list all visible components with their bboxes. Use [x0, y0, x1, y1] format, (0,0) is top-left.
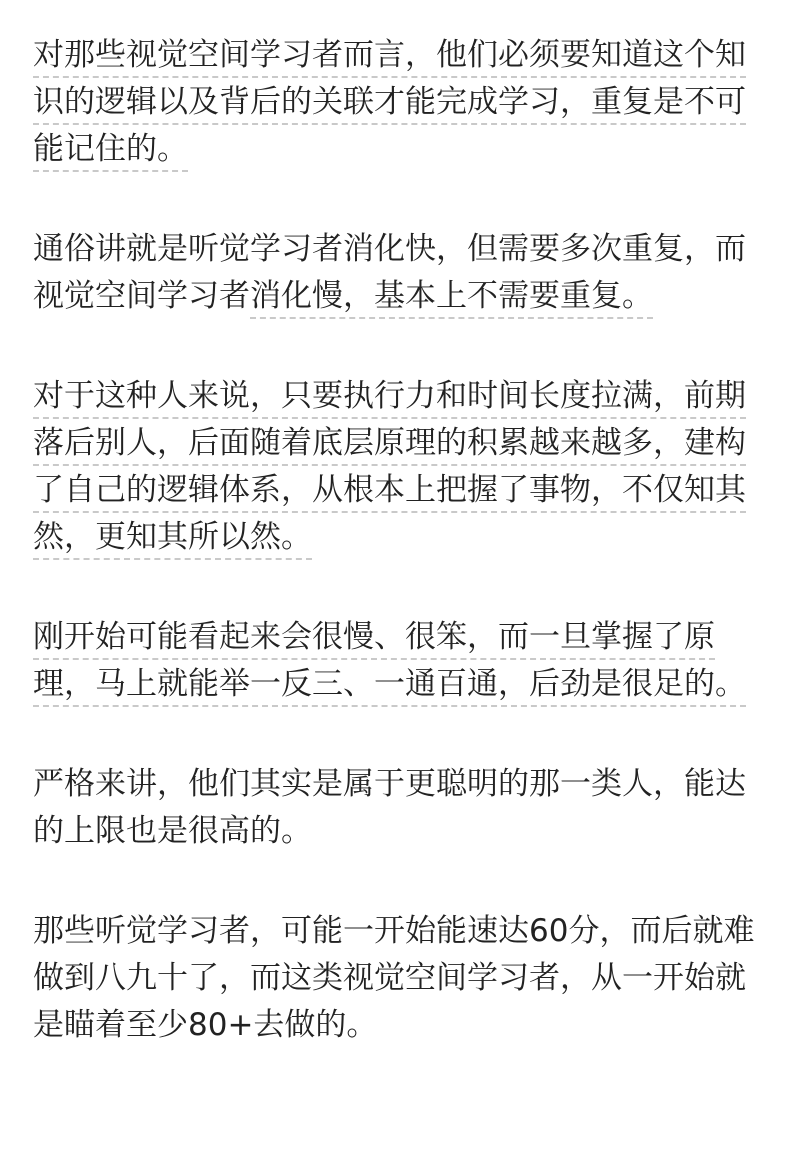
paragraph-5	[33, 761, 773, 855]
paragraph-1	[33, 32, 773, 173]
paragraph-text: 严格来讲，他们其实是属于更聪明的那一类人，能达的上限也是很高的。	[33, 766, 746, 849]
underlined-text: 对那些视觉空间学习者而言，他们必须要知道这个知识的逻辑以及背后的关联才能完成学习，重复是不可能记住的。	[33, 37, 746, 172]
underlined-text: 刚开始可能看起来会很慢、很笨，而一旦掌握了原理，马上就能举一反三、一通百通，后劲是很足的。	[33, 619, 746, 707]
article-body	[33, 32, 773, 1049]
paragraph-6	[33, 908, 773, 1049]
paragraph-3	[33, 373, 773, 561]
paragraph-2	[33, 226, 773, 320]
paragraph-4	[33, 614, 773, 708]
paragraph-text: 通俗讲就是听觉学习者消化快，但需要多次重复，而视觉空间学习者	[33, 231, 746, 314]
underlined-text: 对于这种人来说，只要执行力和时间长度拉满，前期落后别人，后面随着底层原理的积累越来越多，建构了自己的逻辑体系，从根本上把握了事物，不仅知其然，更知其所以然。	[33, 378, 746, 560]
underlined-text: 消化慢，基本上不需要重复。	[250, 278, 653, 319]
paragraph-text: 那些听觉学习者，可能一开始能速达60分，而后就难做到八九十了，而这类视觉空间学习者，从一开始就是瞄着至少80+去做的。	[33, 913, 755, 1043]
